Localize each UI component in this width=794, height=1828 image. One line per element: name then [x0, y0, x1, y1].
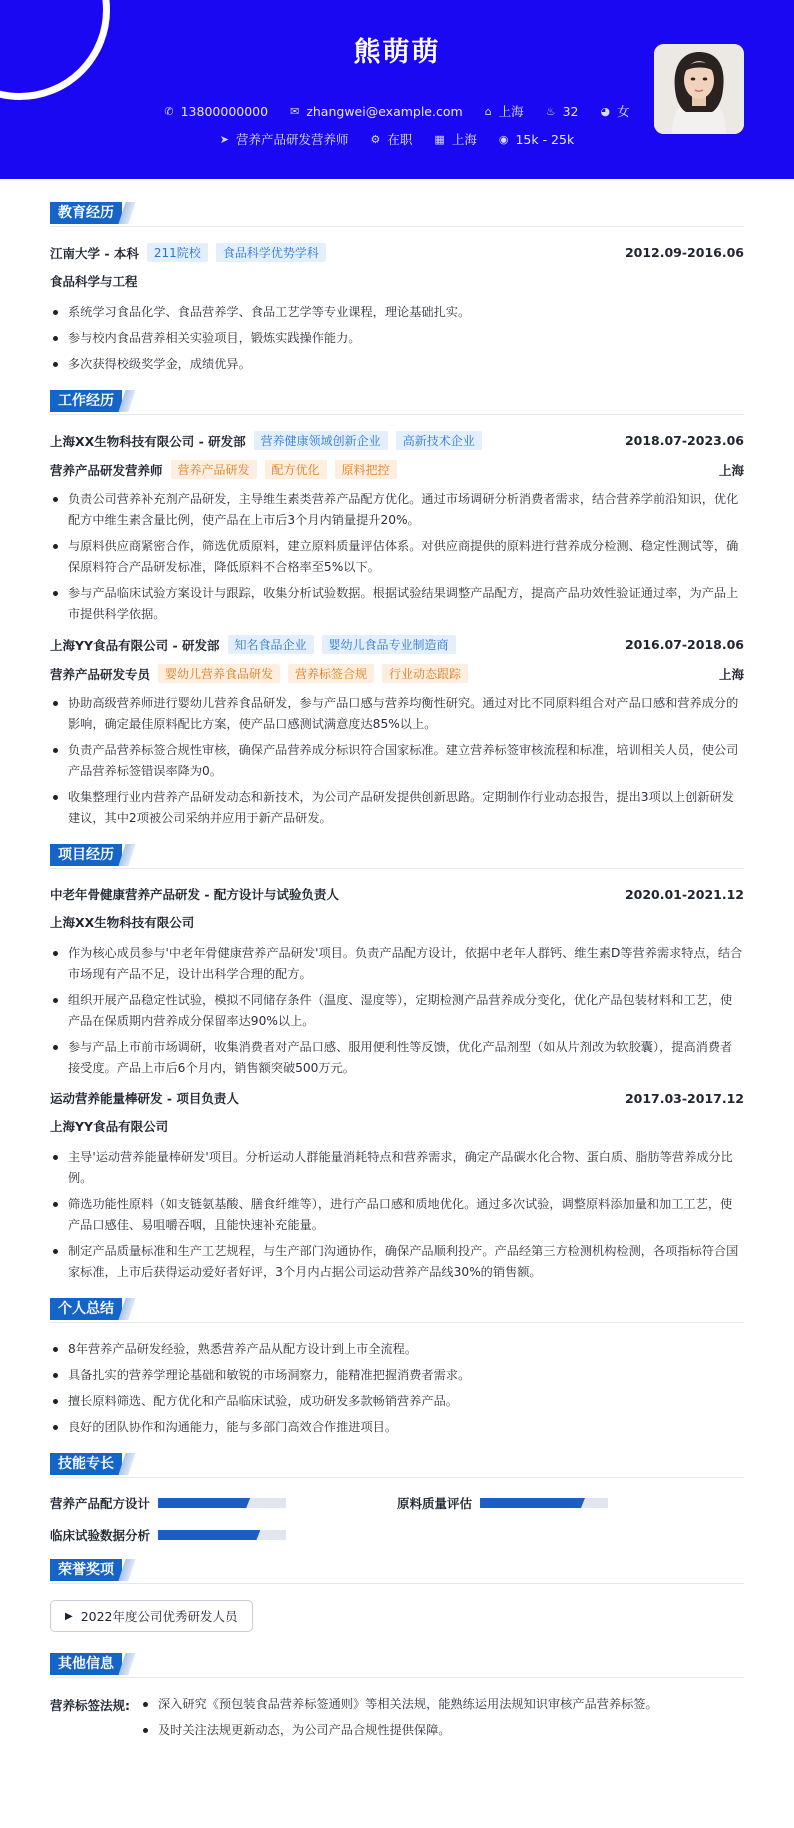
- skill-bar: [158, 1498, 286, 1508]
- section-title: 工作经历: [50, 390, 122, 412]
- role-name: 营养产品研发专员: [50, 666, 151, 682]
- tag: 营养标签合规: [288, 664, 374, 683]
- job-bullets: [50, 693, 744, 829]
- job-item: ➤ 营养产品研发营养师: [219, 132, 349, 147]
- phone-item: ✆ 13800000000: [164, 103, 269, 119]
- list-item: 具备扎实的营养学理论基础和敏锐的市场洞察力，能精准把握消费者需求。: [50, 1365, 744, 1386]
- status-item: ⚙ 在职: [370, 132, 413, 147]
- other-bullets: [140, 1694, 744, 1746]
- building-icon: ▦: [434, 132, 445, 146]
- age-item: ♨ 32: [545, 103, 579, 119]
- list-item: 及时关注法规更新动态，为公司产品合规性提供保障。: [140, 1720, 744, 1741]
- awards-section: [50, 1558, 744, 1638]
- gender-icon: ◕: [600, 104, 611, 118]
- list-item: 作为核心成员参与'中老年骨健康营养产品研发'项目。负责产品配方设计，依据中老年人群钙、维生素D等营养需求特点，结合市场现有产品不足，设计出科学合理的配方。: [50, 943, 744, 985]
- list-item: 系统学习食品化学、食品营养学、食品工艺学等专业课程，理论基础扎实。: [50, 302, 744, 323]
- tag: 211院校: [147, 243, 208, 262]
- project-bullets: [50, 943, 744, 1079]
- salary-item: ◉ 15k - 25k: [498, 131, 575, 147]
- list-item: 制定产品质量标准和生产工艺规程，与生产部门沟通协作，确保产品顺利投产。产品经第三方检测机构检测，各项指标符合国家标准，上市后获得运动爱好者好评，3个月内占据公司运动营养产品线30%的销售额。: [50, 1241, 744, 1283]
- mail-icon: ✉: [290, 104, 300, 118]
- other-label: 营养标签法规:: [50, 1698, 130, 1713]
- education-bullets: [50, 302, 744, 375]
- list-item: 参与校内食品营养相关实验项目，锻炼实践操作能力。: [50, 328, 744, 349]
- section-header: [50, 201, 744, 227]
- gear-icon: ⚙: [370, 132, 381, 146]
- project-head: [50, 1089, 744, 1107]
- skill-item: [50, 1494, 397, 1512]
- skills-grid: [50, 1494, 744, 1544]
- award-item: [50, 1600, 253, 1632]
- other-info: [50, 1694, 744, 1756]
- list-item: 筛选功能性原料（如支链氨基酸、膳食纤维等），进行产品口感和质地优化。通过多次试验，调整原料添加量和加工工艺，使产品口感佳、易咀嚼吞咽，且能快速补充能量。: [50, 1194, 744, 1236]
- skills-section: [50, 1452, 744, 1544]
- email-item: ✉ zhangwei@example.com: [290, 103, 463, 119]
- project-company: 上海XX生物科技有限公司: [50, 915, 195, 930]
- skill-name: 原料质量评估: [397, 1496, 473, 1511]
- tag: 知名食品企业: [228, 635, 314, 654]
- project-title: 中老年骨健康营养产品研发 - 配方设计与试验负责人: [50, 887, 339, 902]
- date-range: 2012.09-2016.06: [624, 245, 744, 260]
- summary-section: [50, 1297, 744, 1438]
- role-name: 营养产品研发营养师: [50, 462, 163, 478]
- list-item: 协助高级营养师进行婴幼儿营养食品研发，参与产品口感与营养均衡性研究。通过对比不同原料组合对产品口感和营养成分的影响，确定最佳原料配比方案，使产品口感测试满意度达85%以上。: [50, 693, 744, 735]
- section-title: 荣誉奖项: [50, 1559, 122, 1581]
- project-head: [50, 885, 744, 903]
- location: 上海: [718, 666, 744, 682]
- list-item: 多次获得校级奖学金，成绩优异。: [50, 354, 744, 375]
- company-name: 上海XX生物科技有限公司 - 研发部: [50, 433, 246, 449]
- other-section: [50, 1652, 744, 1756]
- award-name: 2022年度公司优秀研发人员: [80, 1609, 238, 1624]
- city-item: ⌂ 上海: [484, 104, 524, 119]
- candidate-name: 熊萌萌: [353, 37, 441, 68]
- date-range: 2017.03-2017.12: [624, 1090, 744, 1106]
- tag: 婴幼儿营养食品研发: [158, 664, 280, 683]
- skill-item: [397, 1494, 744, 1512]
- job-head: [50, 431, 744, 450]
- skill-bar: [158, 1530, 286, 1540]
- project-title: 运动营养能量棒研发 - 项目负责人: [50, 1091, 239, 1106]
- section-header: [50, 1452, 744, 1478]
- project-bullets: [50, 1147, 744, 1283]
- section-title: 项目经历: [50, 844, 122, 866]
- list-item: 参与产品临床试验方案设计与跟踪，收集分析试验数据。根据试验结果调整产品配方，提高产品功效性验证通过率，为产品上市提供科学依据。: [50, 583, 744, 625]
- avatar: [654, 44, 744, 134]
- education-head: [50, 243, 744, 262]
- list-item: 负责产品营养标签合规性审核，确保产品营养成分标识符合国家标准。建立营养标签审核流程和标准，培训相关人员，使公司产品营养标签错误率降为0。: [50, 740, 744, 782]
- send-icon: ➤: [219, 132, 230, 146]
- list-item: 主导'运动营养能量棒研发'项目。分析运动人群能量消耗特点和营养需求，确定产品碳水化合物、蛋白质、脂肪等营养成分比例。: [50, 1147, 744, 1189]
- work-city-item: ▦ 上海: [434, 132, 477, 147]
- section-title: 技能专长: [50, 1453, 122, 1475]
- tag: 婴幼儿食品专业制造商: [322, 635, 456, 654]
- date-range: 2018.07-2023.06: [624, 433, 744, 448]
- role-head: [50, 460, 744, 479]
- section-header: [50, 1652, 744, 1678]
- section-header: [50, 843, 744, 869]
- gender-item: ◕ 女: [600, 104, 630, 119]
- section-header: [50, 389, 744, 415]
- section-title: 其他信息: [50, 1653, 122, 1675]
- location: 上海: [718, 462, 744, 478]
- tag: 营养健康领域创新企业: [254, 431, 388, 450]
- skill-name: 临床试验数据分析: [50, 1528, 151, 1543]
- cake-icon: ♨: [545, 104, 556, 118]
- phone-icon: ✆: [164, 104, 174, 118]
- project-company: 上海YY食品有限公司: [50, 1119, 169, 1134]
- list-item: 与原料供应商紧密合作，筛选优质原料，建立原料质量评估体系。对供应商提供的原料进行营养成分检测、稳定性测试等，确保原料符合产品研发标准，降低原料不合格率至5%以下。: [50, 536, 744, 578]
- coin-icon: ◉: [498, 132, 509, 146]
- tag: 食品科学优势学科: [216, 243, 326, 262]
- list-item: 组织开展产品稳定性试验，模拟不同储存条件（温度、湿度等），定期检测产品营养成分变化，优化产品包装材料和工艺，使产品在保质期内营养成分保留率达90%以上。: [50, 990, 744, 1032]
- section-title: 教育经历: [50, 202, 122, 224]
- education-section: [50, 201, 744, 375]
- date-range: 2020.01-2021.12: [624, 886, 744, 902]
- tag: 营养产品研发: [171, 460, 257, 479]
- project-section: [50, 843, 744, 1283]
- skill-bar-fill: [158, 1498, 250, 1508]
- skill-name: 营养产品配方设计: [50, 1496, 151, 1511]
- job-bullets: [50, 489, 744, 625]
- role-head: [50, 664, 744, 683]
- avatar-portrait: [654, 44, 744, 134]
- list-item: 8年营养产品研发经验，熟悉营养产品从配方设计到上市全流程。: [50, 1339, 744, 1360]
- section-title: 个人总结: [50, 1298, 122, 1320]
- list-item: 收集整理行业内营养产品研发动态和新技术，为公司产品研发提供创新思路。定期制作行业动态报告，提出3项以上创新研发建议，其中2项被公司采纳并应用于新产品研发。: [50, 787, 744, 829]
- section-header: [50, 1297, 744, 1323]
- skill-bar-fill: [158, 1530, 260, 1540]
- skill-bar: [480, 1498, 608, 1508]
- resume-body: [0, 179, 794, 1756]
- tag: 原料把控: [335, 460, 397, 479]
- list-item: 擅长原料筛选、配方优化和产品临床试验，成功研发多款畅销营养产品。: [50, 1391, 744, 1412]
- date-range: 2016.07-2018.06: [624, 637, 744, 652]
- skill-item: [50, 1526, 397, 1544]
- section-header: [50, 1558, 744, 1584]
- major: 食品科学与工程: [50, 274, 138, 289]
- company-name: 上海YY食品有限公司 - 研发部: [50, 637, 220, 653]
- list-item: 参与产品上市前市场调研，收集消费者对产品口感、服用便利性等反馈，优化产品剂型（如从片剂改为软胶囊），提高消费者接受度。产品上市后6个月内，销售额突破500万元。: [50, 1037, 744, 1079]
- job-head: [50, 635, 744, 654]
- work-section: [50, 389, 744, 829]
- tag: 高新技术企业: [396, 431, 482, 450]
- list-item: 深入研究《预包装食品营养标签通则》等相关法规，能熟练运用法规知识审核产品营养标签。: [140, 1694, 744, 1715]
- tag: 配方优化: [265, 460, 327, 479]
- list-item: 负责公司营养补充剂产品研发，主导维生素类营养产品配方优化。通过市场调研分析消费者需求，结合营养学前沿知识，优化配方中维生素含量比例，使产品在上市后3个月内销量提升20%。: [50, 489, 744, 531]
- triangle-right-icon: ▶: [65, 1610, 73, 1622]
- school-name: 江南大学 - 本科: [50, 245, 139, 261]
- resume-header: [0, 0, 794, 179]
- summary-bullets: [50, 1339, 744, 1438]
- home-icon: ⌂: [484, 104, 492, 118]
- tag: 行业动态跟踪: [382, 664, 468, 683]
- list-item: 良好的团队协作和沟通能力，能与多部门高效合作推进项目。: [50, 1417, 744, 1438]
- skill-bar-fill: [480, 1498, 585, 1508]
